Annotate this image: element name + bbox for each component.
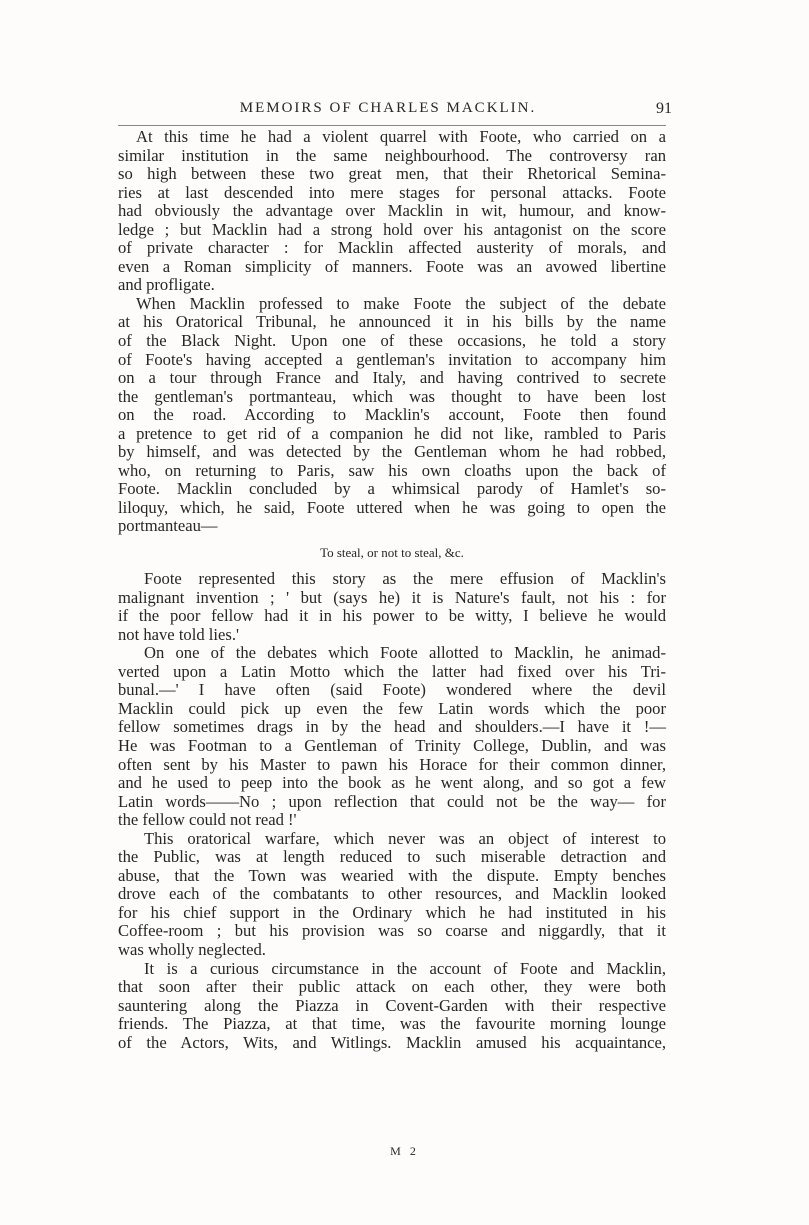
text-line: He was Footman to a Gentleman of Trinity College, Dublin, and was: [118, 735, 666, 755]
text-line: not have told lies.': [118, 624, 239, 644]
text-line: At this time he had a violent quarrel with Foote, who carried on a: [136, 127, 666, 146]
text-line: so high between these two great men, that their Rhetorical Semina-: [118, 164, 666, 184]
text-line: who, on returning to Paris, saw his own cloaths upon the back of: [118, 460, 666, 480]
text-line: When Macklin professed to make Foote the subject of the debate: [136, 293, 666, 313]
text-line: and profligate.: [118, 275, 215, 295]
text-line: Latin words——No ; upon reflection that could not be the way— for: [118, 791, 666, 811]
text-line: on the road. According to Macklin's account, Foote then found: [118, 405, 666, 425]
text-line: On one of the debates which Foote allotted to Macklin, he animad-: [144, 643, 666, 663]
text-line: drove each of the combatants to other resources, and Macklin looked: [118, 884, 666, 904]
text-line: on a tour through France and Italy, and having contrived to secrete: [118, 368, 666, 388]
text-line: the Public, was at length reduced to such miserable detraction and: [118, 847, 666, 867]
text-line: for his chief support in the Ordinary which he had instituted in his: [118, 902, 666, 922]
page-header: [108, 100, 672, 126]
text-line: abuse, that the Town was wearied with the dispute. Empty benches: [118, 865, 666, 885]
text-line: was wholly neglected.: [118, 939, 266, 959]
text-line: ledge ; but Macklin had a strong hold over his antagonist on the score: [118, 219, 666, 239]
text-line: of Foote's having accepted a gentleman's invitation to accompany him: [118, 349, 666, 369]
text-line: of the Black Night. Upon one of these occasions, he told a story: [118, 331, 666, 351]
quoted-line: To steal, or not to steal, &c.: [320, 545, 464, 561]
text-line: if the poor fellow had it in his power to be witty, I believe he would: [118, 606, 666, 626]
text-line: Foote. Macklin concluded by a whimsical parody of Hamlet's so-: [118, 479, 666, 499]
text-line: and he used to peep into the book as he went along, and so got a few: [118, 773, 666, 793]
text-line: bunal.—' I have often (said Foote) wondered where the devil: [118, 680, 666, 700]
text-line: It is a curious circumstance in the account of Foote and Macklin,: [144, 958, 666, 978]
text-line: Coffee-room ; but his provision was so coarse and niggardly, that it: [118, 921, 666, 941]
text-line: the fellow could not read !': [118, 810, 297, 830]
running-title: MEMOIRS OF CHARLES MACKLIN.: [239, 100, 537, 116]
text-line: fellow sometimes drags in by the head and shoulders.—I have it !—: [118, 717, 666, 737]
body-text: [118, 128, 666, 1052]
header-rule: [118, 125, 666, 126]
text-line: This oratorical warfare, which never was an object of interest to: [144, 828, 666, 848]
signature-mark: M 2: [390, 1144, 419, 1158]
text-line: Macklin could pick up even the few Latin words which the poor: [118, 698, 666, 718]
text-line: the gentleman's portmanteau, which was thought to have been lost: [118, 386, 666, 406]
text-line: portmanteau—: [118, 516, 218, 536]
text-line: by himself, and was detected by the Gentleman whom he had robbed,: [118, 442, 666, 462]
text-line: even a Roman simplicity of manners. Foote was an avowed libertine: [118, 256, 666, 276]
text-line: Foote represented this story as the mere effusion of Macklin's: [144, 569, 666, 589]
text-line: had obviously the advantage over Macklin in wit, humour, and know-: [118, 201, 666, 221]
page-number: 91: [656, 100, 672, 117]
text-line: at his Oratorical Tribunal, he announced it in his bills by the name: [118, 312, 666, 332]
text-line: of private character : for Macklin affected austerity of morals, and: [118, 238, 666, 258]
text-line: friends. The Piazza, at that time, was the favourite morning lounge: [118, 1014, 666, 1034]
text-line: ries at last descended into mere stages for personal attacks. Foote: [118, 182, 666, 202]
text-line: a pretence to get rid of a companion he did not like, rambled to Paris: [118, 423, 666, 443]
text-line: sauntering along the Piazza in Covent-Garden with their respective: [118, 995, 666, 1015]
text-line: often sent by his Master to pawn his Horace for their common dinner,: [118, 754, 666, 774]
text-line: liloquy, which, he said, Foote uttered when he was going to open the: [118, 497, 666, 517]
text-line: malignant invention ; ' but (says he) it is Nature's fault, not his : for: [118, 587, 666, 607]
text-line: similar institution in the same neighbourhood. The controversy ran: [118, 145, 666, 165]
text-line: that soon after their public attack on each other, they were both: [118, 977, 666, 997]
text-line: verted upon a Latin Motto which the latter had fixed over his Tri-: [118, 661, 666, 681]
text-line: of the Actors, Wits, and Witlings. Macklin amused his acquaintance,: [118, 1032, 666, 1052]
